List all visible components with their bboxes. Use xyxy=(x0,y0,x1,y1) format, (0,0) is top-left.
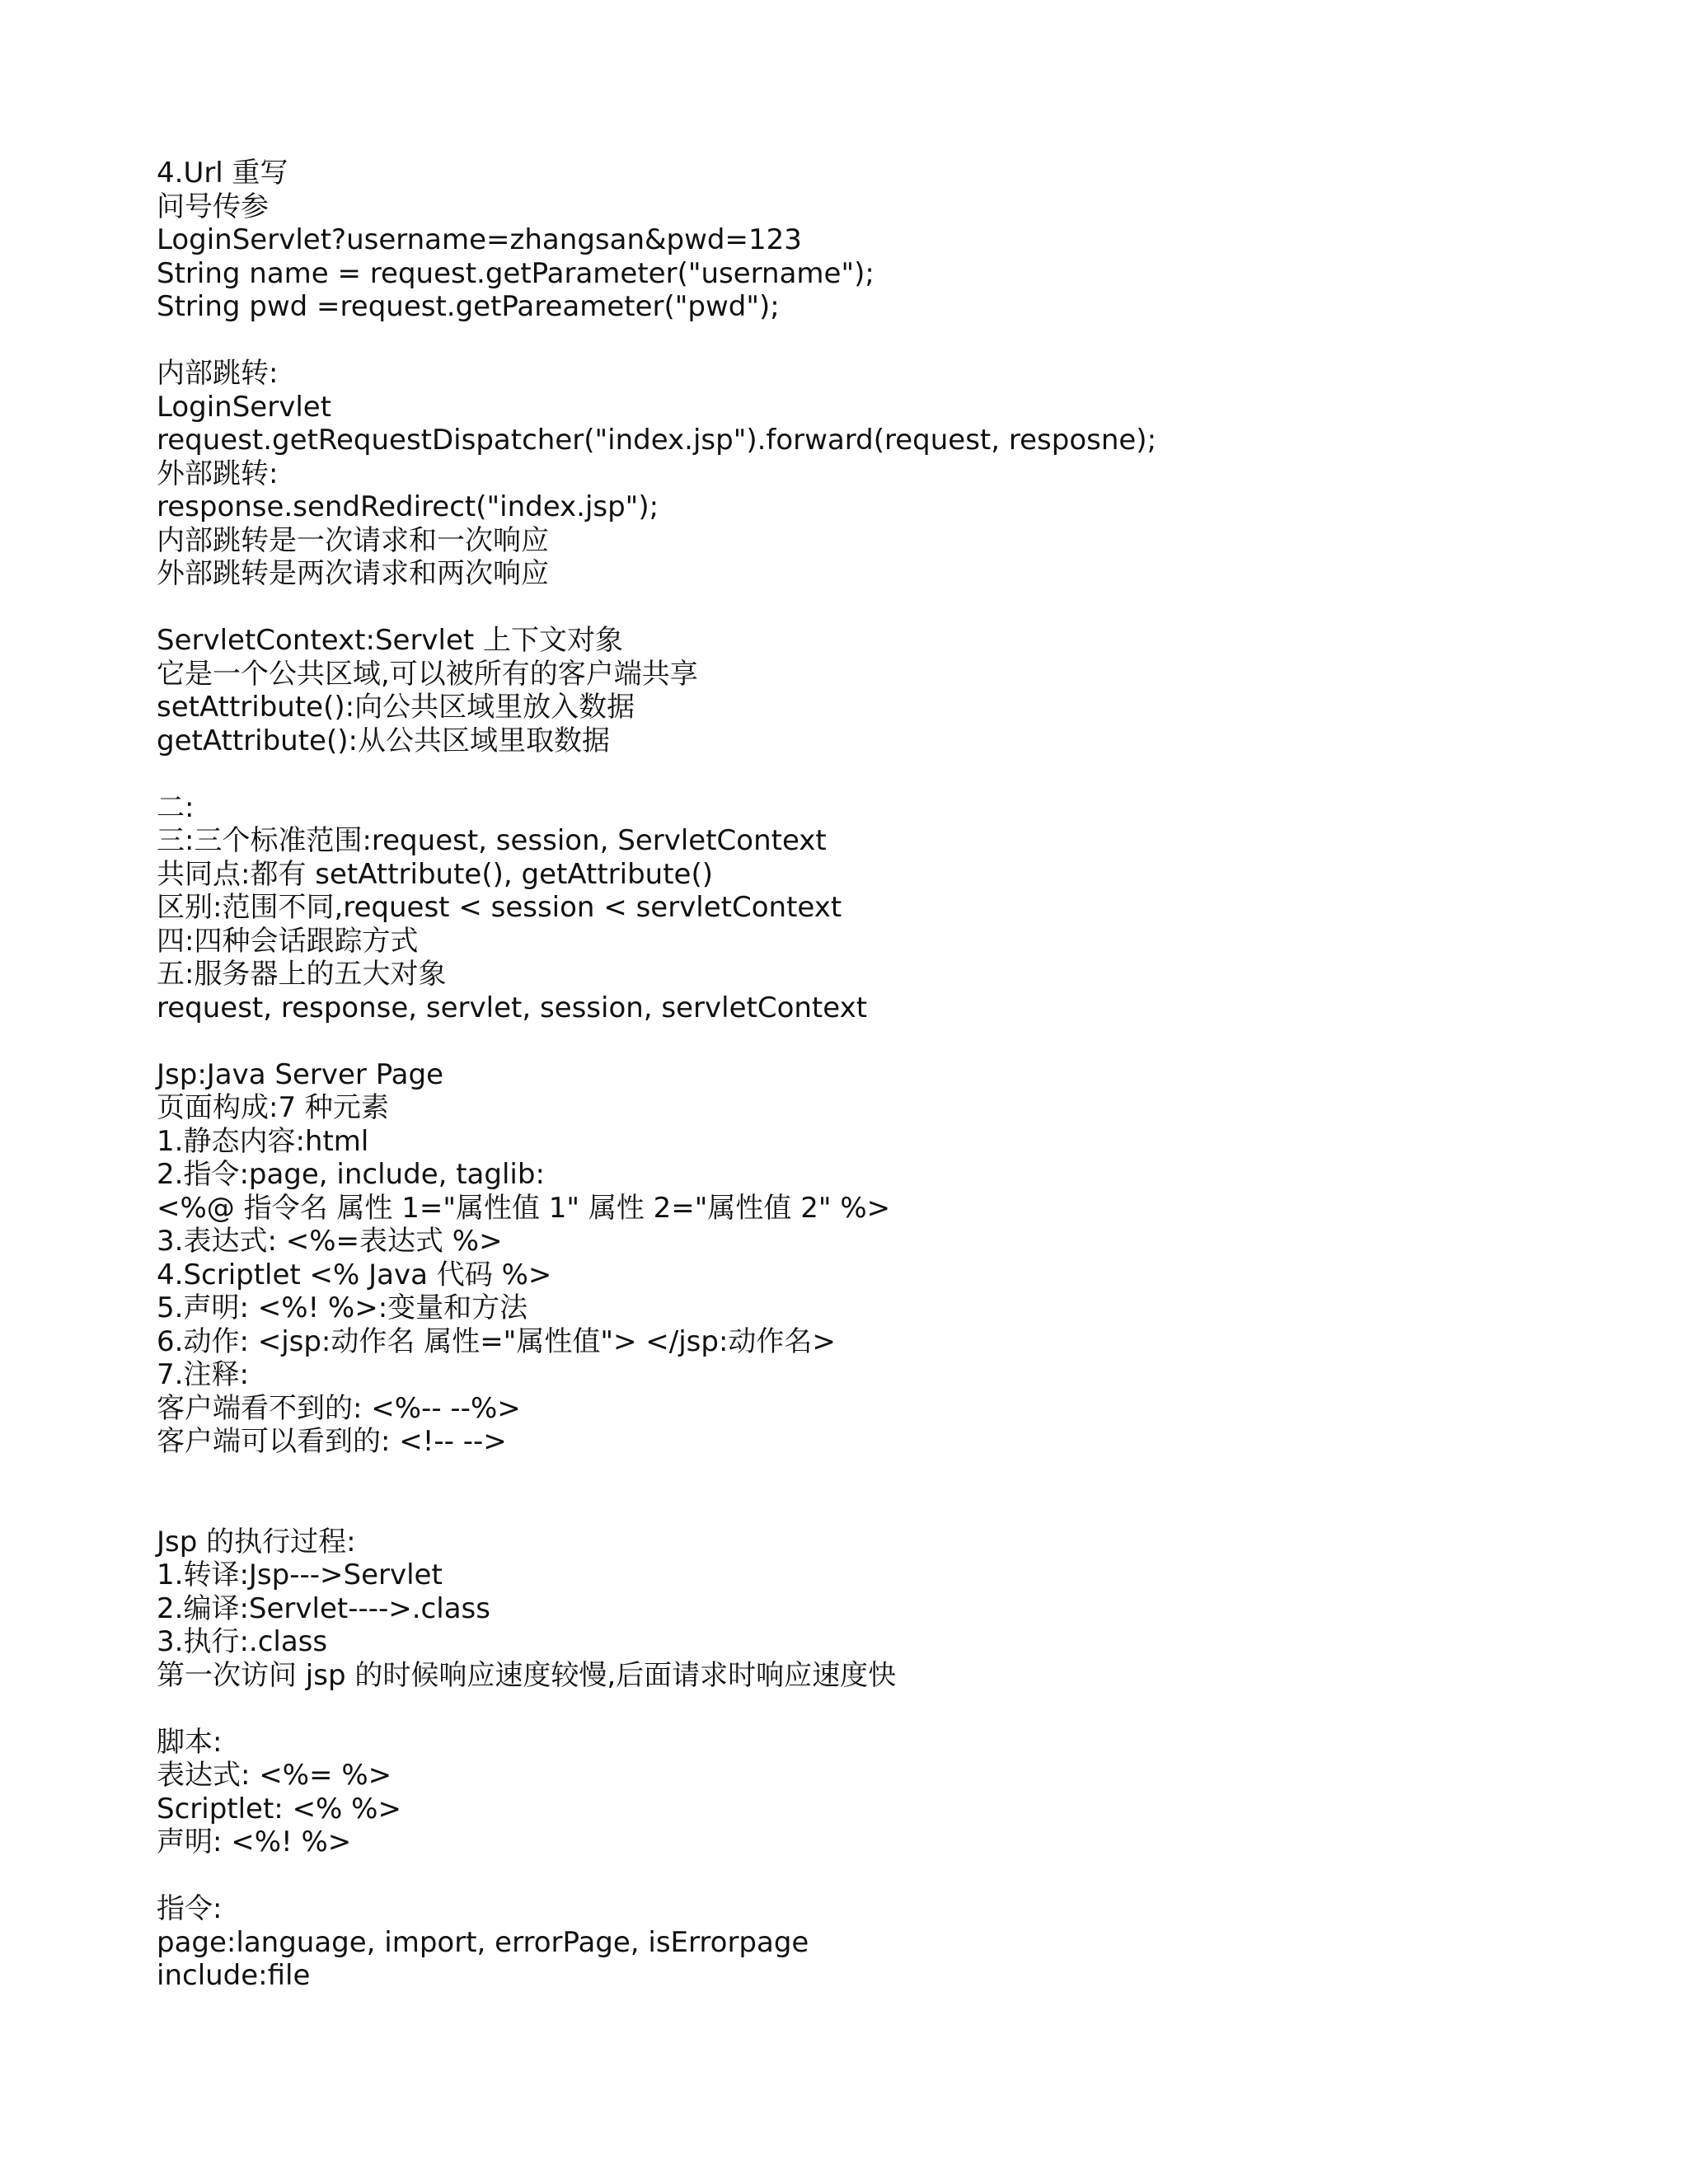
text-line: page:language, import, errorPage, isErrorpage xyxy=(157,1925,809,1959)
text-line: 客户端可以看到的: <!-- --> xyxy=(157,1425,507,1458)
text-line: 4.Scriptlet <% Java 代码 %> xyxy=(157,1258,552,1291)
text-line: LoginServlet?username=zhangsan&pwd=123 xyxy=(157,223,802,256)
text-line: getAttribute():从公共区域里取数据 xyxy=(157,724,610,757)
text-line: Jsp:Java Server Page xyxy=(157,1057,444,1091)
text-line: 表达式: <%= %> xyxy=(157,1759,392,1792)
blank-line xyxy=(157,324,1640,358)
text-line: 五:服务器上的五大对象 xyxy=(157,958,447,991)
text-line: 脚本: xyxy=(157,1725,223,1759)
text-line: 4.Url 重写 xyxy=(157,157,288,190)
text-line: 7.注释: xyxy=(157,1358,249,1391)
text-line: String name = request.getParameter("username"); xyxy=(157,256,874,290)
blank-line xyxy=(157,1859,1640,1893)
text-line: request.getRequestDispatcher("index.jsp").forward(request, resposne); xyxy=(157,424,1157,457)
text-line: 指令: xyxy=(157,1892,223,1925)
text-line: 3.执行:.class xyxy=(157,1625,328,1658)
text-line: 它是一个公共区域,可以被所有的客户端共享 xyxy=(157,657,698,691)
text-line: 2.指令:page, include, taglib: xyxy=(157,1158,545,1191)
text-line: include:file xyxy=(157,1959,311,1992)
text-line: request, response, servlet, session, servletContext xyxy=(157,991,868,1024)
text-line: 外部跳转是两次请求和两次响应 xyxy=(157,557,549,590)
text-line: 四:四种会话跟踪方式 xyxy=(157,924,419,958)
text-line: 页面构成:7 种元素 xyxy=(157,1091,389,1124)
text-line: 6.动作: <jsp:动作名 属性="属性值"> </jsp:动作名> xyxy=(157,1324,836,1358)
text-line: 内部跳转是一次请求和一次响应 xyxy=(157,523,549,557)
blank-line xyxy=(157,591,1640,625)
text-line: LoginServlet xyxy=(157,390,332,424)
blank-line xyxy=(157,757,1640,791)
text-line: 问号传参 xyxy=(157,190,269,223)
text-line: Jsp 的执行过程: xyxy=(157,1525,356,1558)
text-line: Scriptlet: <% %> xyxy=(157,1792,401,1825)
text-line: 区别:范围不同,request < session < servletContext xyxy=(157,891,842,924)
text-line: 5.声明: <%! %>:变量和方法 xyxy=(157,1291,528,1324)
text-line: <%@ 指令名 属性 1="属性值 1" 属性 2="属性值 2" %> xyxy=(157,1191,891,1225)
text-line: 2.编译:Servlet---->.class xyxy=(157,1591,490,1625)
text-line: response.sendRedirect("index.jsp"); xyxy=(157,490,659,523)
text-line: 声明: <%! %> xyxy=(157,1825,352,1858)
text-line: 外部跳转: xyxy=(157,457,279,490)
blank-line xyxy=(157,1024,1640,1058)
text-line: 内部跳转: xyxy=(157,357,279,390)
text-line: ServletContext:Servlet 上下文对象 xyxy=(157,624,624,657)
text-line: 共同点:都有 setAttribute(), getAttribute() xyxy=(157,857,713,891)
blank-line xyxy=(157,1459,1640,1493)
blank-line xyxy=(157,1692,1640,1726)
text-line: 1.转译:Jsp--->Servlet xyxy=(157,1558,443,1591)
text-line: String pwd =request.getPareameter("pwd"); xyxy=(157,290,780,323)
text-line: 3.表达式: <%=表达式 %> xyxy=(157,1225,503,1258)
blank-line xyxy=(157,1492,1640,1526)
text-line: 三:三个标准范围:request, session, ServletContext xyxy=(157,824,827,857)
text-line: 1.静态内容:html xyxy=(157,1124,369,1158)
text-line: setAttribute():向公共区域里放入数据 xyxy=(157,691,635,724)
document-body xyxy=(157,157,1640,1993)
text-line: 客户端看不到的: <%-- --%> xyxy=(157,1391,521,1425)
text-line: 二: xyxy=(157,790,195,824)
text-line: 第一次访问 jsp 的时候响应速度较慢,后面请求时响应速度快 xyxy=(157,1658,897,1692)
